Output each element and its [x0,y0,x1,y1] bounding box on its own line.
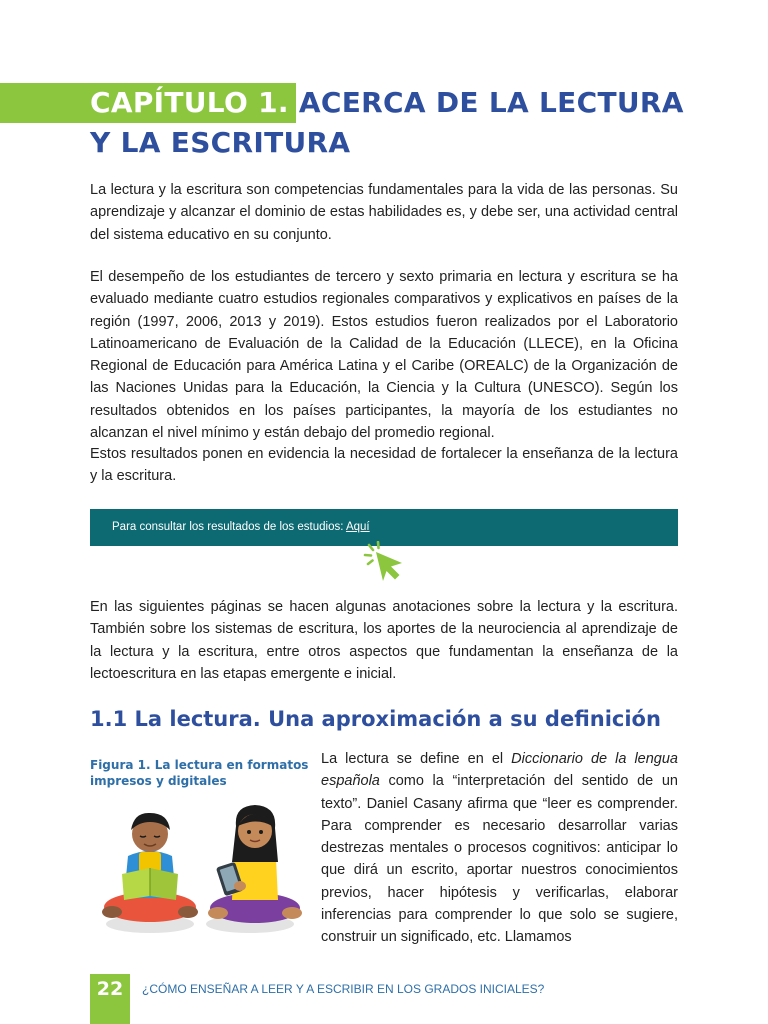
results-link[interactable]: Aquí [345,521,370,533]
results-paragraph: Estos resultados ponen en evidencia la necesidad de fortalecer la enseñanza de la lectura y la escritura. [90,446,678,485]
page-number: 22 [90,974,130,1024]
definition-text-after: como la “interpretación del sentido de un texto”. Daniel Casany afirma que “leer es comprender. Para comprender es necesario desarrollar varias destrezas mentales o procesos cognitivos: anticipar lo que dirá un escrito, aportar nuestros conocimientos previos, hacer hipótesis y verificarlas, elaborar inferencias para comprender lo que solo se sugiere, construir un significado, etc. Llamamos [321,773,678,946]
intro-paragraph: La lectura y la escritura son competencias fundamentales para la vida de las personas. Su aprendizaje y alcanzar el dominio de estas habilidades es, y debe ser, una actividad central del sistema educativo en su conjunto. [90,182,678,243]
banner-text: Para consultar los resultados de los estudios: [112,521,346,533]
chapter-number: CAPÍTULO 1. [90,86,289,119]
chapter-title [90,83,710,163]
children-reading-illustration [100,800,305,940]
overview-paragraph: En las siguientes páginas se hacen algunas anotaciones sobre la lectura y la escritura. También sobre los sistemas de escritura, los aportes de la neurociencia al aprendizaje de la lectura y la escritura, entre otros aspectos que fundamentan la enseñanza de la lectoescritura en las etapas emergente e inicial. [90,599,678,682]
figure-caption: Figura 1. La lectura en formatos impresos y digitales [90,758,309,788]
definition-text-before: La lectura se define en el [321,751,512,767]
section-title: 1.1 La lectura. Una aproximación a su definición [90,707,661,731]
running-footer-title: ¿CÓMO ENSEÑAR A LEER Y A ESCRIBIR EN LOS GRADOS INICIALES? [142,982,545,996]
chapter-heading: ACERCA DE LA LECTURA Y LA ESCRITURA [90,86,684,159]
definition-paragraph [321,748,678,949]
evaluation-paragraph: El desempeño de los estudiantes de tercero y sexto primaria en lectura y escritura se ha evaluado mediante cuatro estudios regionales comparativos y explicativos en países de la región (1997, 2006, 2013 y 2019). Estos estudios fueron realizados por el Laboratorio Latinoamericano de Evaluación de la Calidad de la Educación (LLECE), en la Oficina Regional de Educación para América Latina y el Caribe (OREALC) de la Organización de las Naciones Unidas para la Educación, la Ciencia y la Cultura (UNESCO). Según los resultados obtenidos en los países participantes, la mayoría de los estudiantes no alcanzan el nivel mínimo y están debajo del promedio regional. [90,269,678,442]
dictionary-title: Diccionario de la lengua española [321,751,678,790]
click-cursor-icon[interactable] [362,541,406,583]
